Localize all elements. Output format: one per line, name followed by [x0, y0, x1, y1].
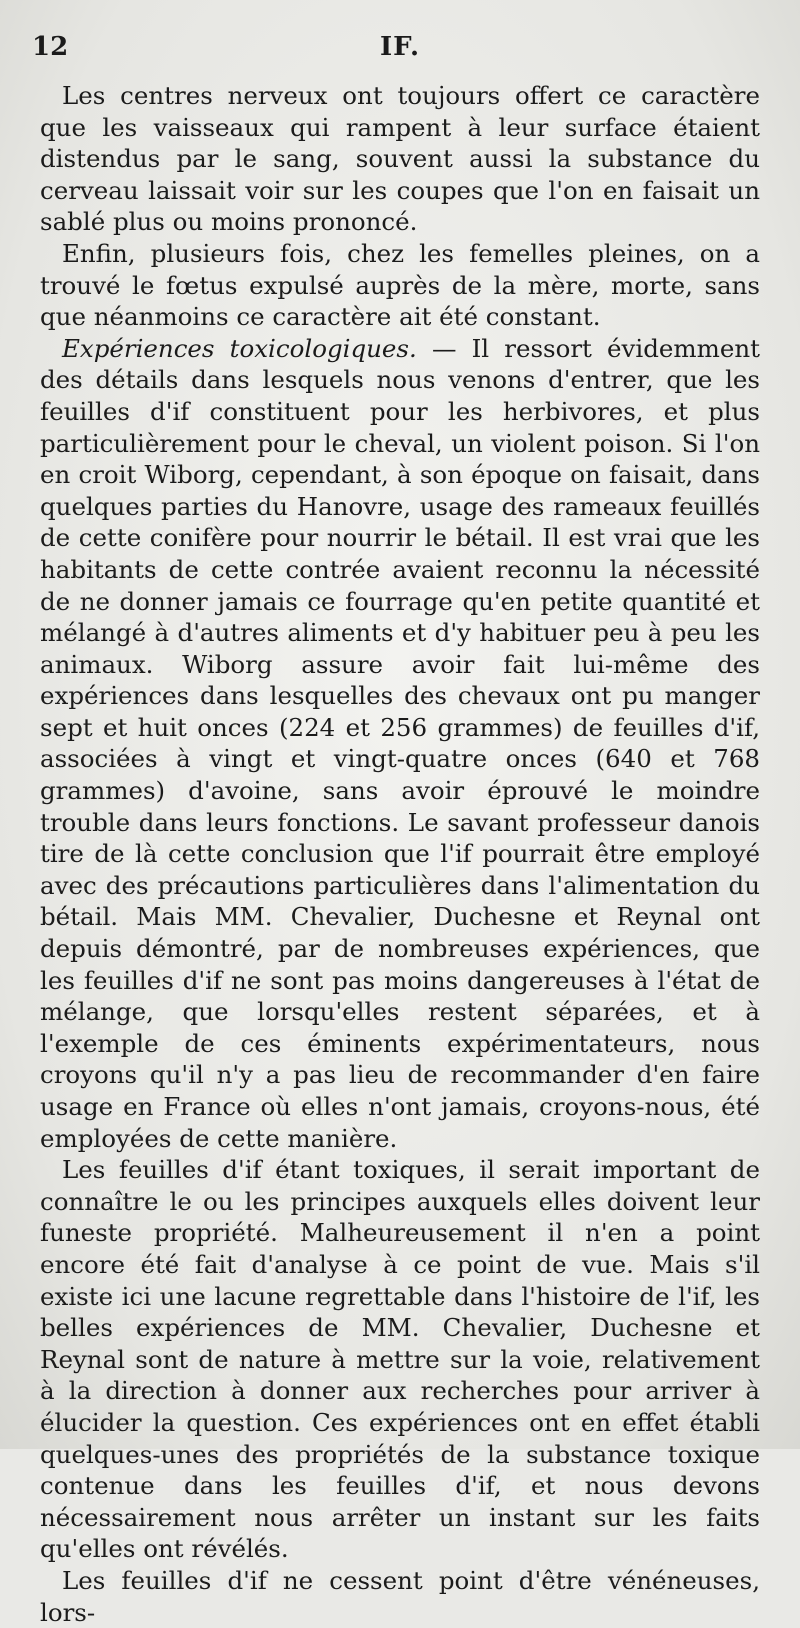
section-heading: Expériences toxicologiques.: [62, 333, 417, 363]
running-title: IF.: [380, 32, 421, 62]
body-text: [40, 80, 760, 1628]
paragraph-text: — Il ressort évidemment des détails dans lesquels nous venons d'entrer, que les feuilles d'if constituent pour les herbivores, et plus particulièrement pour le cheval, un violent poison. Si l'on en croit Wiborg, cependant, à son époque on faisait, dans quelques parties du Hanovre, usage des rameaux feuillés de cette conifère pour nourrir le bétail. Il est vrai que les habitants de cette contrée avaient reconnu la nécessité de ne donner jamais ce fourrage qu'en petite quantité et mélangé à d'autres aliments et d'y habituer peu à peu les animaux. Wiborg assure avoir fait lui-même des expériences dans lesquelles des chevaux ont pu manger sept et huit onces (224 et 256 grammes) de feuilles d'if, associées à vingt et vingt-quatre onces (640 et 768 grammes) d'avoine, sans avoir éprouvé le moindre trouble dans leurs fonctions. Le savant professeur danois tire de là cette conclusion que l'if pourrait être employé avec des précautions particulières dans l'alimentation du bétail. Mais MM. Chevalier, Duchesne et Reynal ont depuis démontré, par de nombreuses expériences, que les feuilles d'if ne sont pas moins dangereuses à l'état de mélange, que lorsqu'elles restent séparées, et à l'exemple de ces éminents expérimentateurs, nous croyons qu'il n'y a pas lieu de recommander d'en faire usage en France où elles n'ont jamais, croyons-nous, été employées de cette manière.: [40, 333, 760, 1153]
paragraph: [40, 238, 760, 333]
paragraph-text: Les feuilles d'if étant toxiques, il serait important de connaître le ou les principes auxquels elles doivent leur funeste propriété. Malheureusement il n'en a point encore été fait d'analyse à ce point de vue. Mais s'il existe ici une lacune regrettable dans l'histoire de l'if, les belles expériences de MM. Chevalier, Duchesne et Reynal sont de nature à mettre sur la voie, relativement à la direction à donner aux recherches pour arriver à élucider la question. Ces expériences ont en effet établi quelques-unes des propriétés de la substance toxique contenue dans les feuilles d'if, et nous devons nécessairement nous arrêter un instant sur les faits qu'elles ont révélés.: [40, 1155, 760, 1564]
paragraph-text: Enfin, plusieurs fois, chez les femelles pleines, on a trouvé le fœtus expulsé auprès de la mère, morte, sans que néanmoins ce caractère ait été constant.: [40, 238, 760, 332]
paragraph-text: Les feuilles d'if ne cessent point d'être vénéneuses, lors-: [40, 1565, 760, 1627]
paragraph: [40, 1565, 760, 1628]
paragraph: [40, 333, 760, 1154]
page-number: 12: [32, 32, 69, 62]
paragraph: [40, 1154, 760, 1565]
page-header: [0, 28, 800, 68]
paragraph-text: Les centres nerveux ont toujours offert ce caractère que les vaisseaux qui rampent à leur surface étaient distendus par le sang, souvent aussi la substance du cerveau laissait voir sur les coupes que l'on en faisait un sablé plus ou moins prononcé.: [40, 81, 760, 237]
paragraph: [40, 80, 760, 238]
